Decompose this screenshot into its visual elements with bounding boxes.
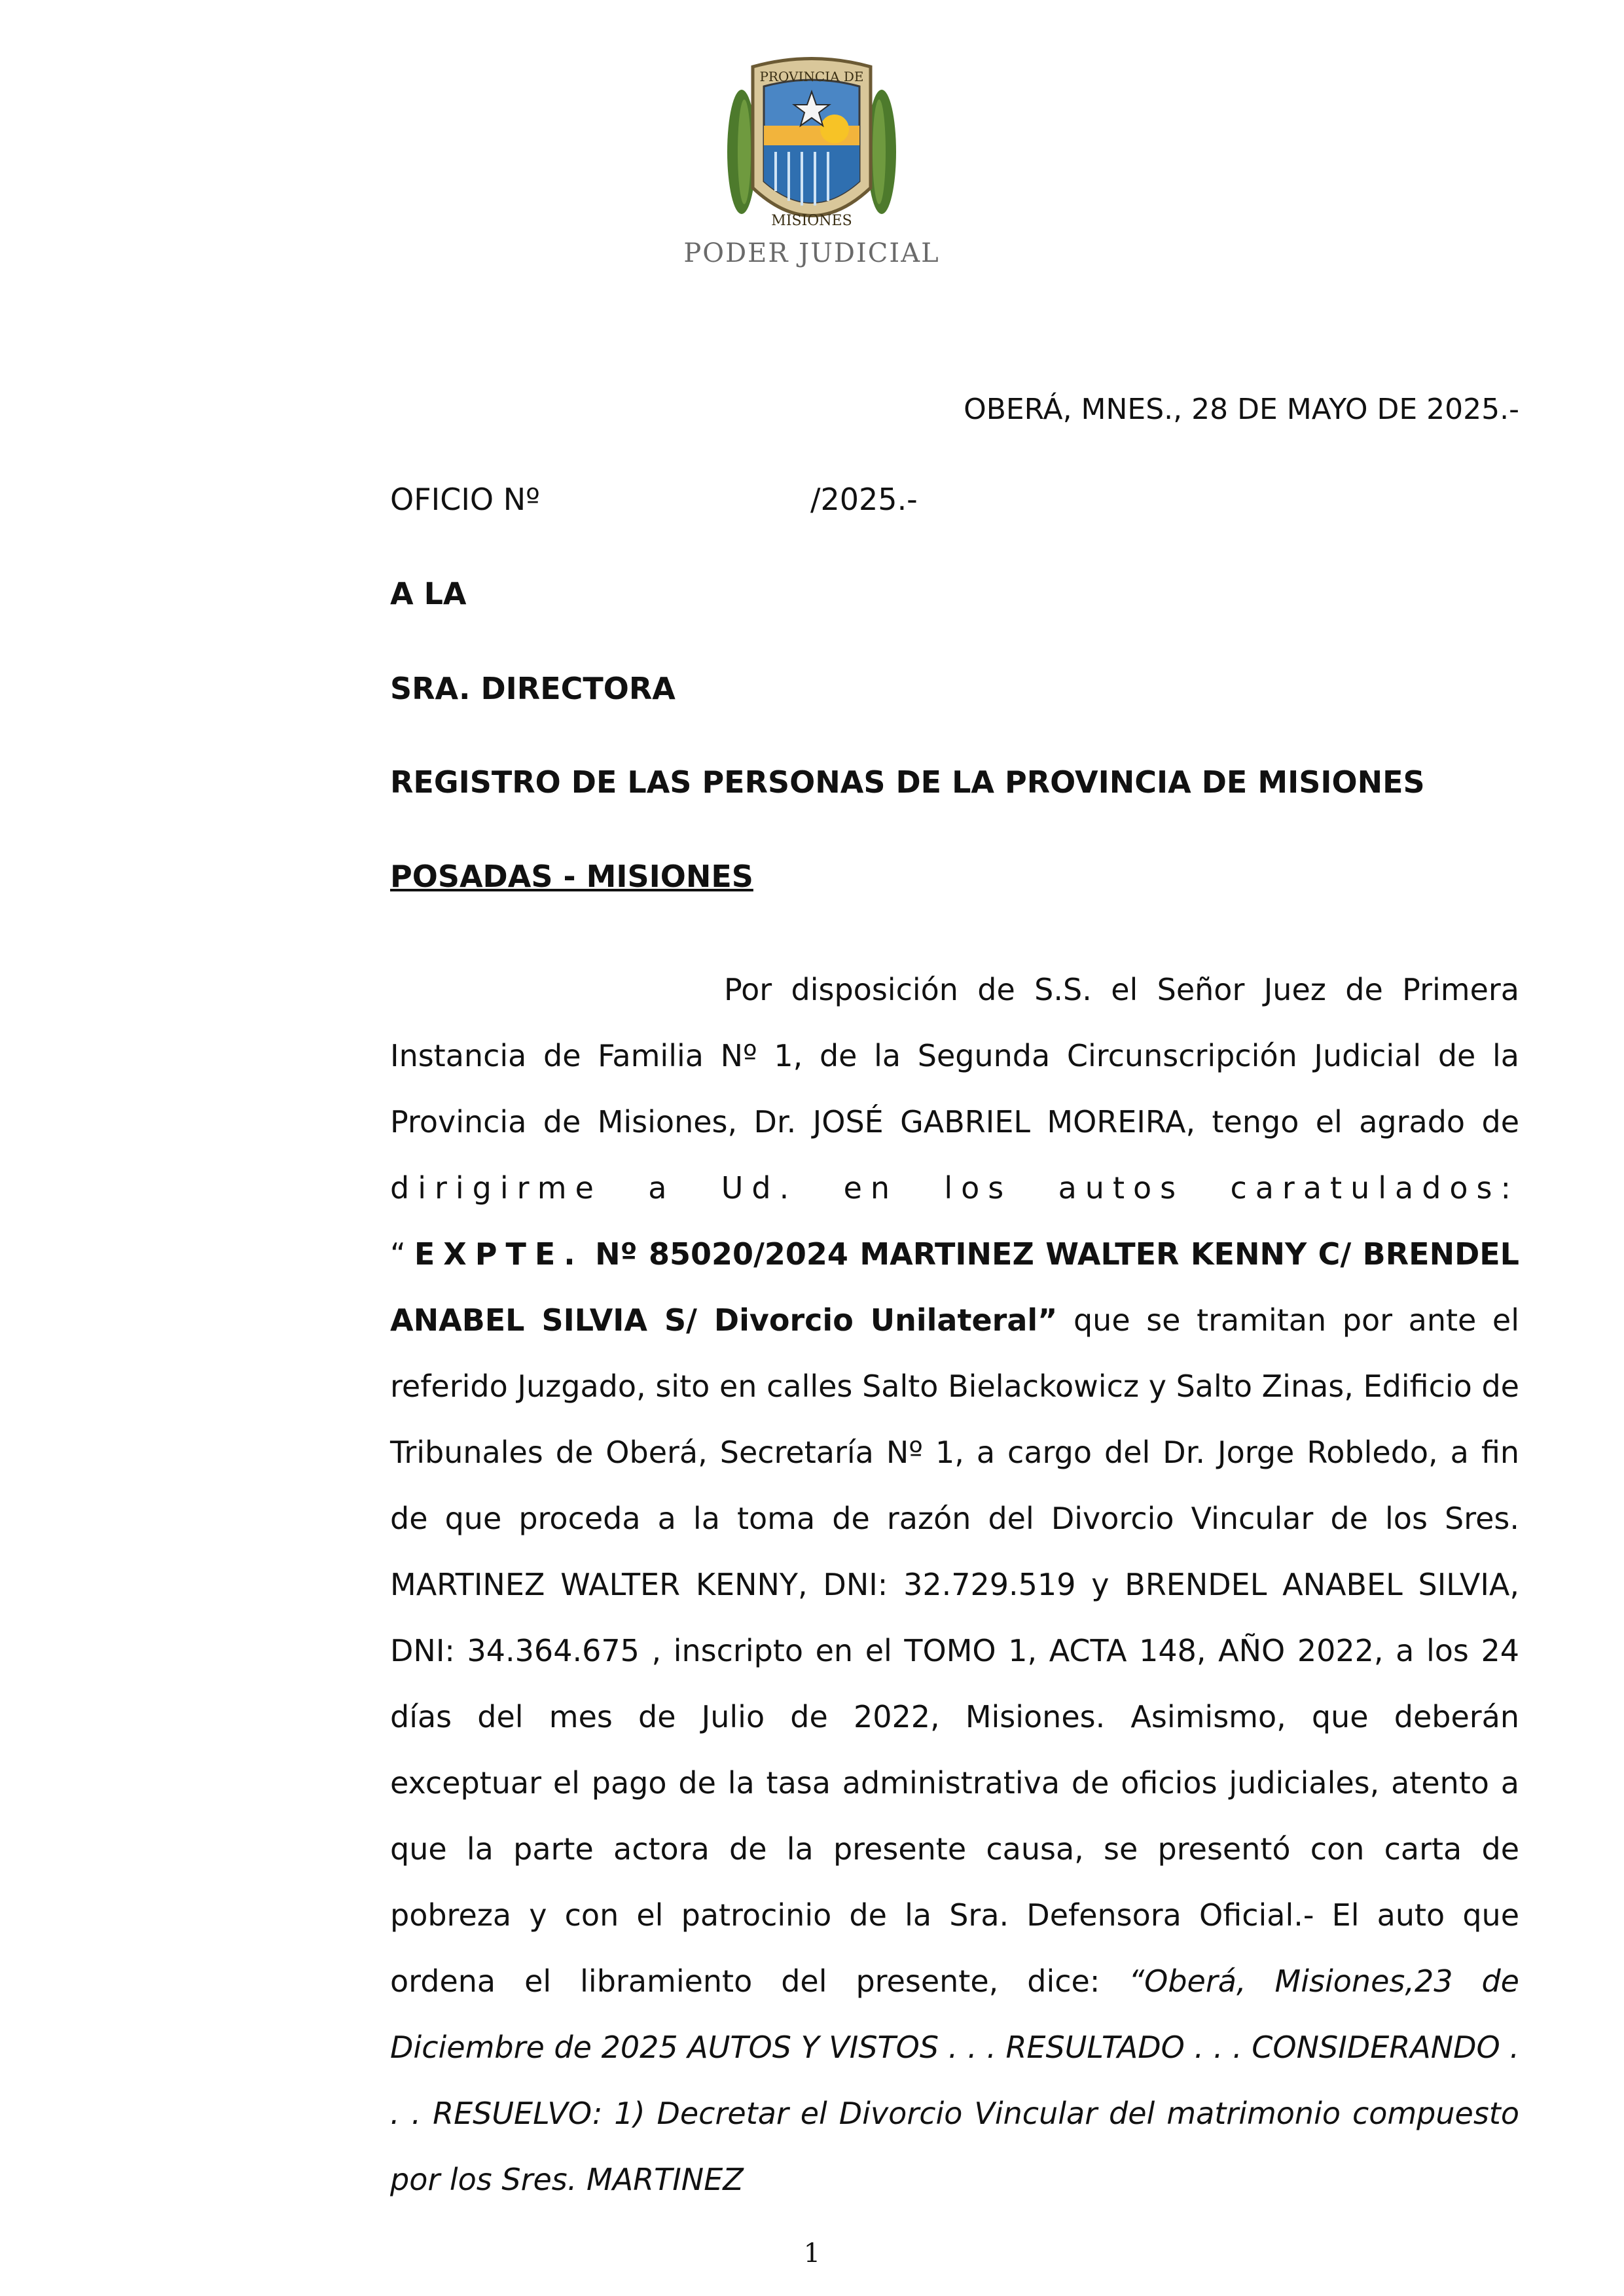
addressee-line-2: SRA. DIRECTORA (390, 671, 676, 706)
poder-judicial-caption: PODER JUDICIAL (683, 238, 940, 268)
body-part-2: dirigirme a Ud. en los autos caratulados: “ (390, 1170, 1519, 1272)
addressee-line-4: POSADAS - MISIONES (390, 859, 753, 894)
oficio-year: /2025.- (810, 482, 918, 517)
body-part-5: que se tramitan por ante el referido Juzgado, sito en calles Salto Bielackowicz y Salto Zinas, Edificio de Tribunales de Oberá, Secretaría Nº 1, a cargo del Dr. Jorge Robledo, a fin de que proceda a la toma de razón del Divorcio Vincular de los Sres. MARTINEZ WALTER KENNY, DNI: 32.729.519 y BRENDEL ANABEL SILVIA, DNI: 34.364.675 , inscripto en el TOMO 1, ACTA 148, AÑO 2022, a los 24 días del mes de Julio de 2022, Misiones. Asimismo, que deberán exceptuar el pago de la tasa administrativa de oficios judiciales, atento a que la parte actora de la presente causa, se presentó con carta de pobreza y con el patrocinio de la Sra. Defensora Oficial.- El auto que ordena el libramiento del presente, dice: (390, 1302, 1519, 1999)
body-part-1: Por disposición de S.S. el Señor Juez de Primera Instancia de Familia Nº 1, de la Segunda Circunscripción Judicial de la Provincia de Misiones, Dr. JOSÉ GABRIEL MOREIRA, tengo el agrado de (390, 972, 1519, 1139)
body-part-3: EXPTE. (414, 1236, 584, 1272)
body-paragraph (390, 957, 1519, 2213)
date-line: OBERÁ, MNES., 28 DE MAYO DE 2025.- (964, 393, 1519, 426)
page-number: 1 (803, 2238, 821, 2269)
addressee-line-1: A LA (390, 576, 467, 611)
addressee-line-3: REGISTRO DE LAS PERSONAS DE LA PROVINCIA DE MISIONES (390, 764, 1425, 800)
body-part-4: Nº 85020/2024 MARTINEZ WALTER KENNY C/ BRENDEL ANABEL SILVIA S/ Divorcio Unilateral” (390, 1236, 1519, 1338)
body-part-6: “Oberá, Misiones,23 de Diciembre de 2025 AUTOS Y VISTOS . . . RESULTADO . . . CONSIDERANDO . . . RESUELVO: 1) Decretar el Divorcio Vincular del matrimonio compuesto por los Sres. MARTINEZ (390, 1964, 1519, 2197)
svg-text:PROVINCIA DE: PROVINCIA DE (759, 69, 864, 84)
oficio-label: OFICIO Nº (390, 482, 540, 517)
provincial-seal-logo (723, 54, 900, 236)
svg-text:MISIONES: MISIONES (771, 213, 852, 229)
